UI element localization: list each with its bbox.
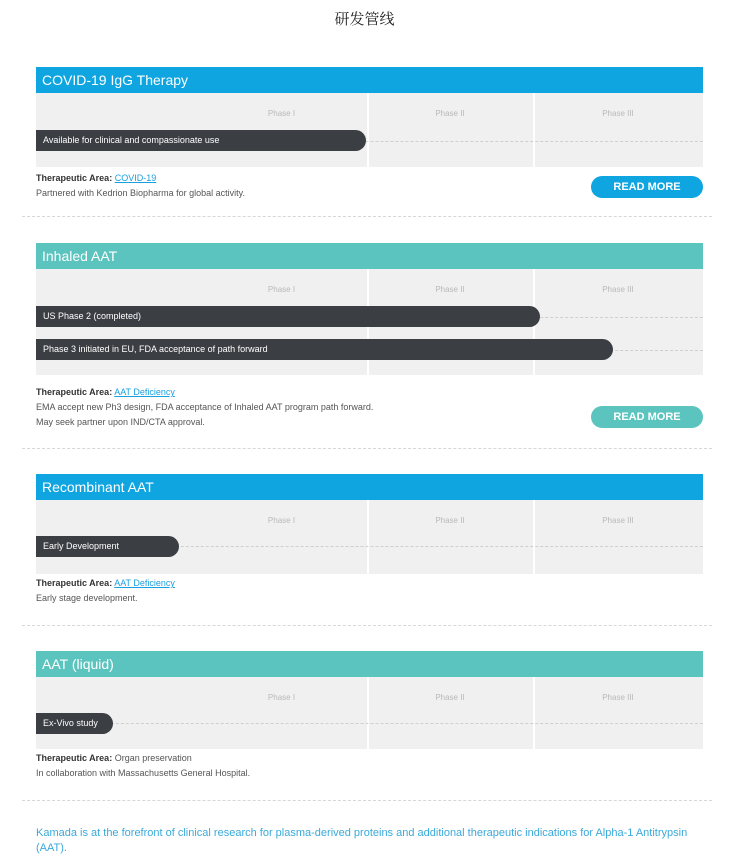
area-link[interactable]: AAT Deficiency <box>114 387 175 397</box>
phase-label: Phase I <box>267 109 296 118</box>
read-more-button[interactable]: READ MORE <box>591 406 703 428</box>
progress-bar: Ex-Vivo study <box>36 713 113 734</box>
description: May seek partner upon IND/CTA approval. <box>36 417 205 427</box>
phase-label: Phase I <box>267 693 296 702</box>
phase-label: Phase III <box>602 693 634 702</box>
phase-label: Phase II <box>435 285 465 294</box>
card-title: COVID-19 IgG Therapy <box>36 67 703 93</box>
pipeline-card-inhaled-aat <box>36 243 703 427</box>
area-label: Therapeutic Area: <box>36 387 113 397</box>
area-value: Organ preservation <box>114 753 192 763</box>
progress-bar: US Phase 2 (completed) <box>36 306 540 327</box>
therapeutic-info <box>36 576 175 606</box>
pipeline-card-recombinant-aat <box>36 474 703 603</box>
area-label: Therapeutic Area: <box>36 753 113 763</box>
phase-label: Phase III <box>602 285 634 294</box>
phase-chart <box>36 500 703 574</box>
therapeutic-info <box>36 751 250 781</box>
card-title: Recombinant AAT <box>36 474 703 500</box>
description: In collaboration with Massachusetts General Hospital. <box>36 768 251 778</box>
phase-label: Phase II <box>435 693 465 702</box>
footer-text: Kamada is at the forefront of clinical research for plasma-derived proteins and additional therapeutic indications for Alpha-1 Antitrypsin (AAT). <box>36 827 688 854</box>
phase-chart <box>36 269 703 375</box>
phase-label: Phase II <box>435 109 465 118</box>
read-more-button[interactable]: READ MORE <box>591 176 703 198</box>
phase-label: Phase I <box>267 516 296 525</box>
card-title: AAT (liquid) <box>36 651 703 677</box>
phase-chart <box>36 677 703 749</box>
phase-chart <box>36 93 703 167</box>
progress-bar: Available for clinical and compassionate use <box>36 130 366 151</box>
pipeline-card-covid <box>36 67 703 198</box>
phase-label: Phase I <box>267 285 296 294</box>
phase-label: Phase II <box>435 516 465 525</box>
page-title: 研发管线 <box>334 10 395 28</box>
card-title: Inhaled AAT <box>36 243 703 269</box>
area-label: Therapeutic Area: <box>36 173 113 183</box>
area-link[interactable]: AAT Deficiency <box>114 578 175 588</box>
description: Early stage development. <box>36 593 138 603</box>
therapeutic-info <box>36 171 245 201</box>
area-label: Therapeutic Area: <box>36 578 113 588</box>
area-link[interactable]: COVID-19 <box>114 173 157 183</box>
therapeutic-info <box>36 385 373 430</box>
phase-label: Phase III <box>602 109 634 118</box>
phase-label: Phase III <box>602 516 634 525</box>
pipeline-card-aat-liquid <box>36 651 703 778</box>
description: Partnered with Kedrion Biopharma for global activity. <box>36 188 245 198</box>
description: EMA accept new Ph3 design, FDA acceptance of Inhaled AAT program path forward. <box>36 402 374 412</box>
progress-bar: Phase 3 initiated in EU, FDA acceptance of path forward <box>36 339 613 360</box>
progress-bar: Early Development <box>36 536 179 557</box>
